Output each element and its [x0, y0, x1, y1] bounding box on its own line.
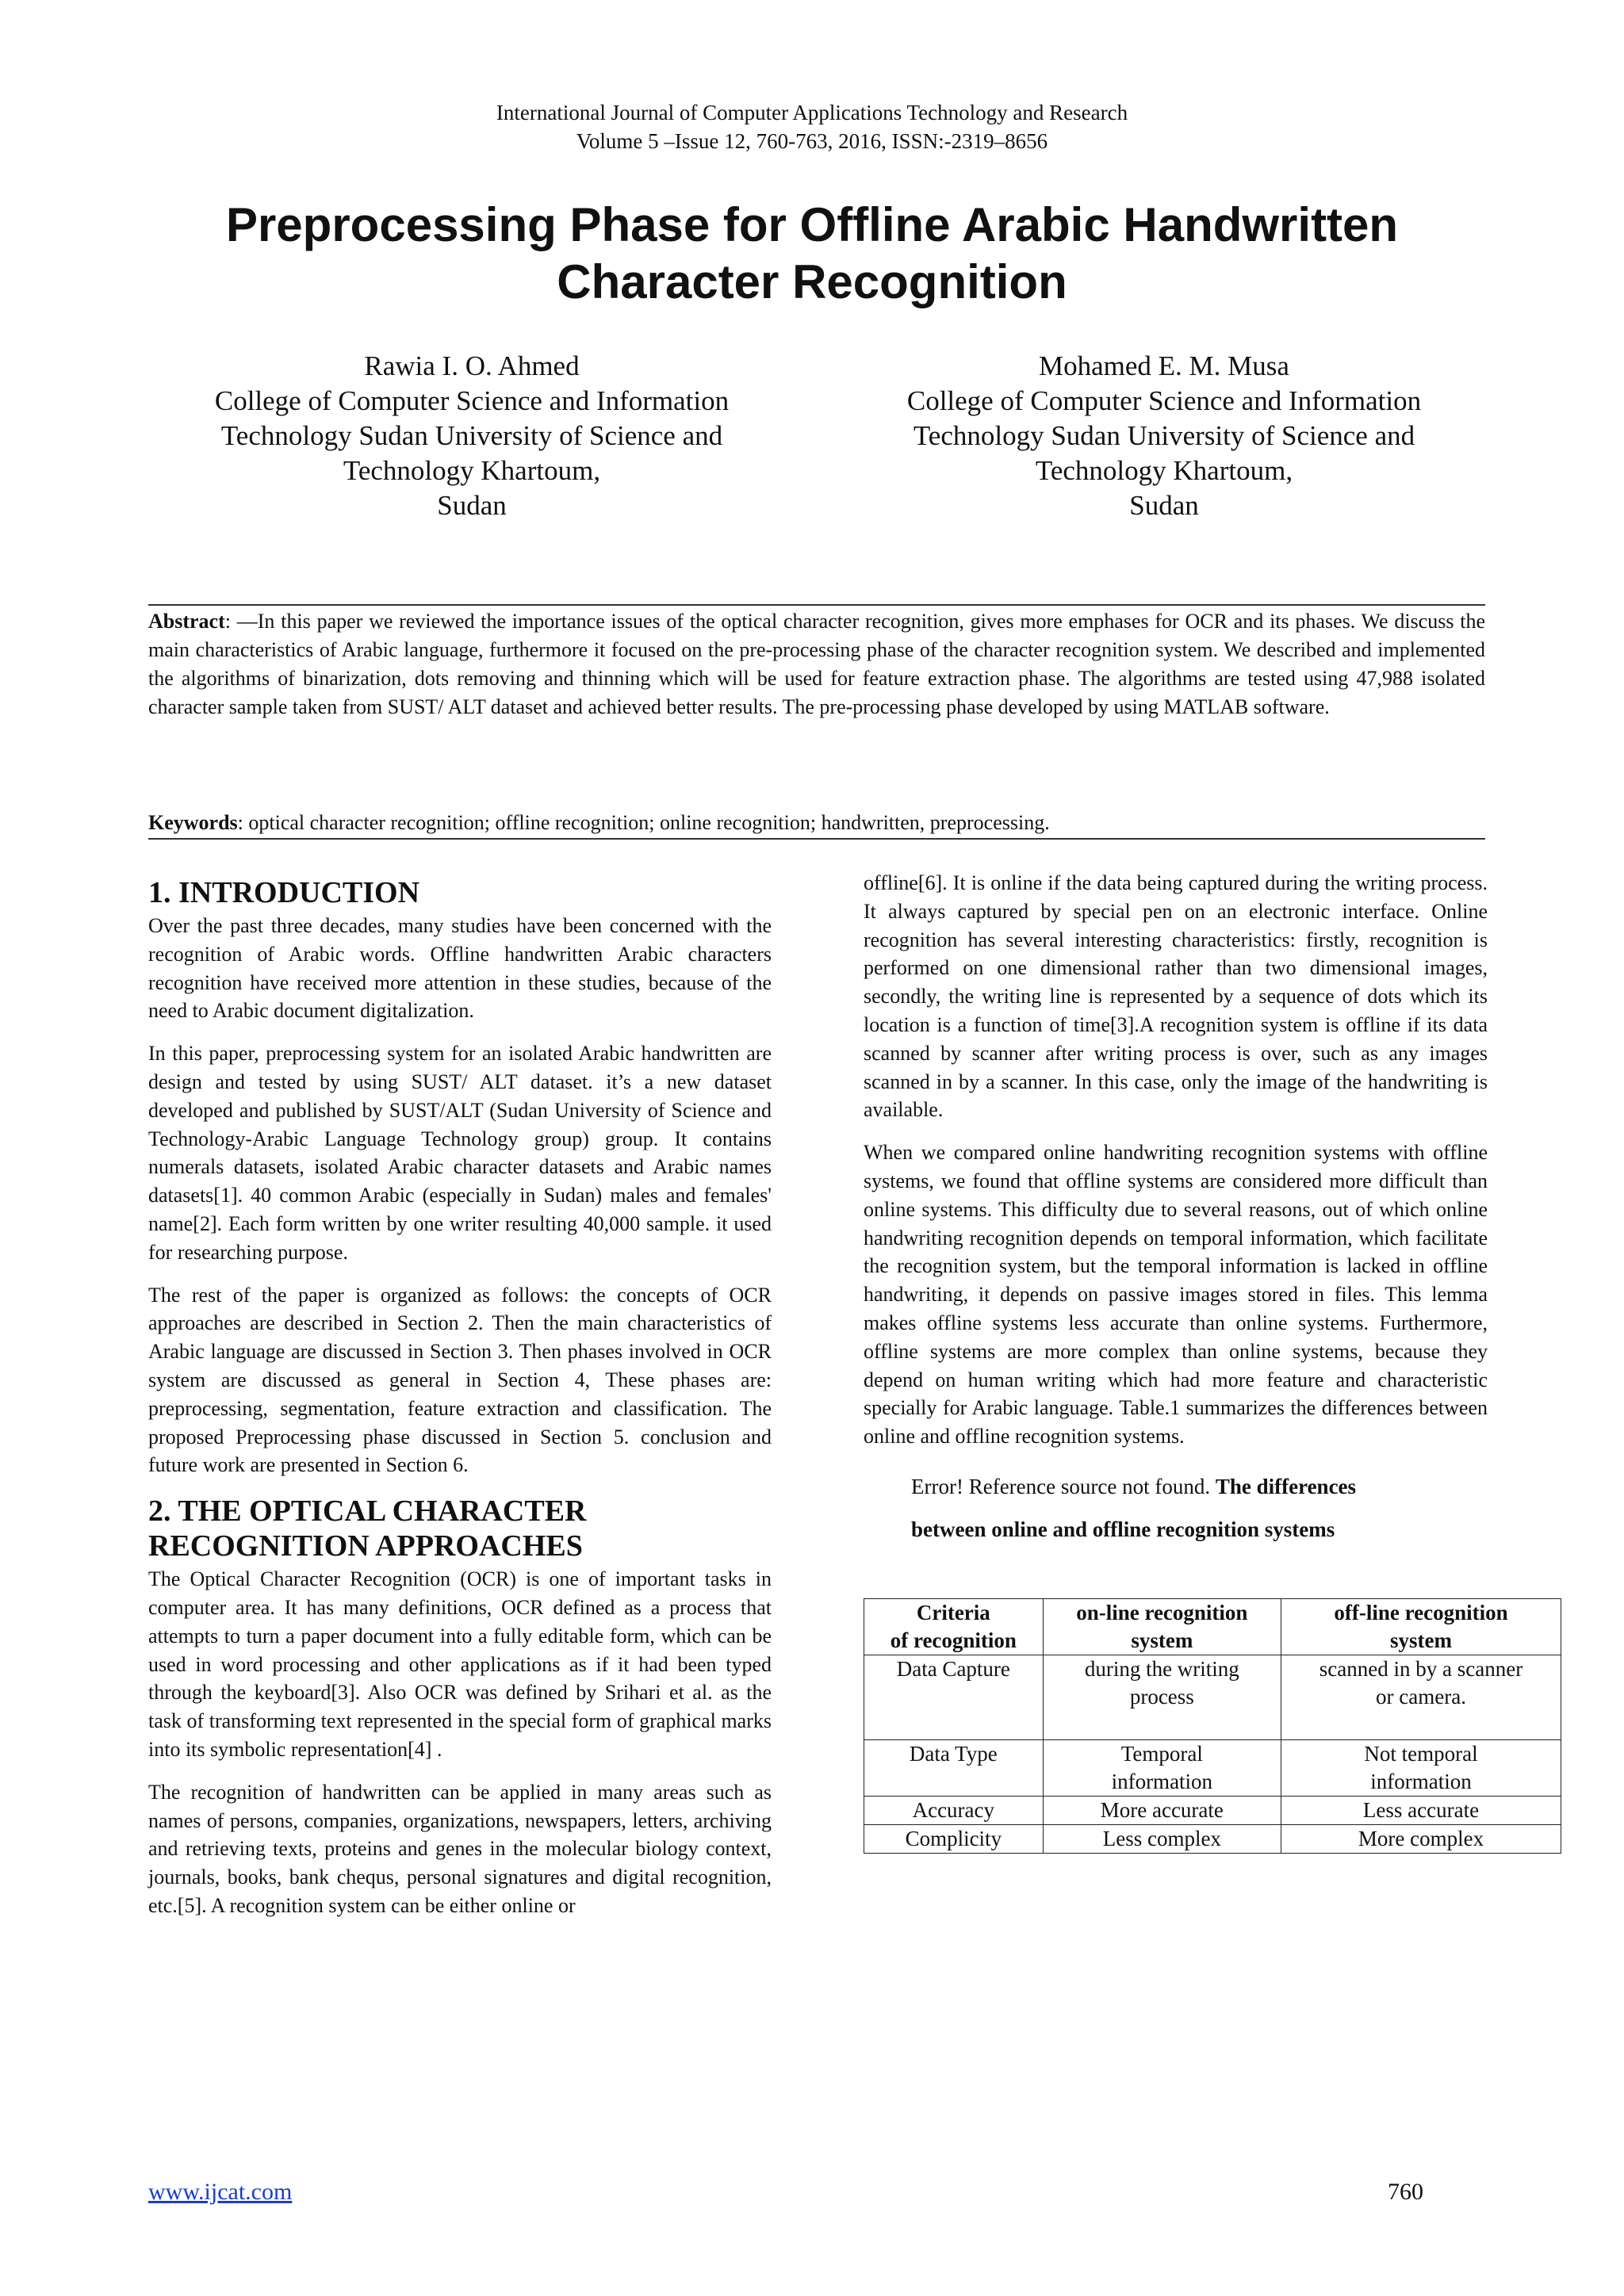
cell-line: process: [1129, 1684, 1194, 1709]
table-row: [864, 1796, 1561, 1824]
author-affiliation-line: Technology Khartoum,: [343, 455, 601, 486]
table-row: [864, 1739, 1561, 1796]
cell-line: information: [1370, 1769, 1472, 1793]
keywords-bottom-rule: [148, 838, 1485, 840]
paper-title-line-2: Character Recognition: [557, 255, 1067, 308]
cell-line: Data Capture: [896, 1656, 1010, 1681]
table-header-cell: [1281, 1598, 1561, 1655]
table-cell: [1043, 1796, 1281, 1824]
author-affiliation-line: Sudan: [1129, 490, 1199, 521]
cell-line: Not temporal: [1364, 1741, 1478, 1766]
author-name: Mohamed E. M. Musa: [1039, 350, 1289, 381]
cell-line: Temporal: [1120, 1741, 1203, 1766]
journal-volume: Volume 5 –Issue 12, 760-763, 2016, ISSN:-2319–8656: [576, 129, 1048, 153]
cell-line: Less accurate: [1362, 1797, 1480, 1822]
table-cell: [1043, 1655, 1281, 1739]
caption-bold-line-2: between online and offline recognition systems: [911, 1517, 1335, 1541]
table-header-cell: [1043, 1598, 1281, 1655]
paragraph: The recognition of handwritten can be applied in many areas such as names of persons, companies, organizations, newspapers, letters, archiving and retrieving texts, proteins and genes in the molecular biology context, journals, books, bank chequs, personal signatures and digital recognition, etc.[5]. A recognition system can be either online or: [148, 1780, 772, 1917]
table-row: [864, 1824, 1561, 1853]
cell-line: More complex: [1358, 1826, 1484, 1850]
cell-line: scanned in by a scanner: [1319, 1656, 1523, 1681]
cell-line: system: [1131, 1628, 1193, 1652]
table-header-cell: [864, 1598, 1044, 1655]
keywords: [148, 809, 1485, 837]
cell-line: off-line recognition: [1334, 1600, 1508, 1624]
cell-line: information: [1111, 1769, 1213, 1793]
paragraph: In this paper, preprocessing system for an isolated Arabic handwritten are design and tested by using SUST/ ALT dataset. it’s a new dataset developed and published by SUST/ALT (Sudan University of Science and Technology-Arabic Language Technology group) group. It contains numerals datasets, isolated Arabic character datasets and Arabic names datasets[1]. 40 common Arabic (especially in Sudan) males and females' name[2]. Each form written by one writer resulting 40,000 sample. it used for researching purpose.: [148, 1042, 772, 1264]
cell-line: Less complex: [1102, 1826, 1221, 1850]
comparison-table: [864, 1598, 1561, 1854]
paragraph: offline[6]. It is online if the data being captured during the writing process. It always captured by special pen on an electronic interface. Online recognition has several interesting characteristics: firstly, recognition is performed on one dimensional rather than two dimensional images, secondly, the writing line is represented by a sequence of dots which its location is a function of time[3].A recognition system is offline if its data scanned by scanner after writing process is over, such as any images scanned in by a scanner. In this case, only the image of the handwriting is available.: [864, 871, 1488, 1122]
abstract: [148, 607, 1485, 721]
author-affiliation-line: Technology Sudan University of Science and: [913, 420, 1415, 451]
author-affiliation-line: Technology Khartoum,: [1035, 455, 1293, 486]
cell-line: Complicity: [905, 1826, 1002, 1850]
table-cell: [1281, 1739, 1561, 1796]
abstract-label: Abstract: [148, 610, 225, 633]
author-name: Rawia I. O. Ahmed: [364, 350, 580, 381]
right-column: [864, 869, 1523, 1854]
table-cell: [864, 1655, 1044, 1739]
paper-title: [119, 197, 1505, 311]
section-2-heading-line-1: 2. THE OPTICAL CHARACTER: [148, 1494, 587, 1529]
table-cell: [1281, 1655, 1561, 1739]
table-caption: [864, 1465, 1488, 1551]
table-header-row: [864, 1598, 1561, 1655]
author-affiliation-line: College of Computer Science and Information: [906, 385, 1422, 416]
cell-line: Data Type: [909, 1741, 998, 1766]
cell-line: More accurate: [1100, 1797, 1224, 1822]
section-1-heading: 1. INTRODUCTION: [148, 876, 420, 909]
left-column: [148, 869, 772, 1934]
keywords-label: Keywords: [148, 811, 238, 834]
paper-title-line-1: Preprocessing Phase for Offline Arabic Handwritten: [225, 198, 1399, 251]
author-affiliation-line: College of Computer Science and Information: [214, 385, 730, 416]
paragraph: The Optical Character Recognition (OCR) is one of important tasks in computer area. It has many definitions, OCR defined as a process that attempts to turn a paper document into a fully editable form, which can be used in word processing and other applications as if it had been typed through the keyboard[3]. Also OCR was defined by Srihari et al. as the task of transforming text represented in the special form of graphical marks into its symbolic representation[4] .: [148, 1567, 772, 1761]
abstract-top-rule: [148, 604, 1485, 606]
table-row: [864, 1655, 1561, 1739]
abstract-text: : —In this paper we reviewed the importance issues of the optical character recognition, gives more emphases for OCR and its phases. We discuss the main characteristics of Arabic language, furthermore it focused on the pre-processing phase of the character recognition system. We described and implemented the algorithms of binarization, dots removing and thinning which will be used for feature extraction phase. The algorithms are tested using 47,988 isolated character sample taken from SUST/ ALT dataset and achieved better results. The pre-processing phase developed by using MATLAB software.: [148, 610, 1485, 718]
table-cell: [1043, 1739, 1281, 1796]
author-block-1: [186, 349, 757, 523]
table-cell: [864, 1739, 1044, 1796]
table-cell: [1281, 1796, 1561, 1824]
cell-line: of recognition: [890, 1628, 1017, 1652]
author-affiliation-line: Sudan: [437, 490, 507, 521]
cell-line: on-line recognition: [1076, 1600, 1248, 1624]
page-number: 760: [1388, 2179, 1423, 2205]
table-cell: [1043, 1824, 1281, 1853]
journal-name: International Journal of Computer Applications Technology and Research: [496, 101, 1128, 124]
keywords-text: : optical character recognition; offline recognition; online recognition; handwritten, preprocessing.: [237, 811, 1050, 834]
author-affiliation-line: Technology Sudan University of Science and: [220, 420, 723, 451]
table-cell: [1281, 1824, 1561, 1853]
caption-bold-line-1: The differences: [1215, 1474, 1357, 1498]
section-2-heading-line-2: RECOGNITION APPROACHES: [148, 1529, 583, 1563]
paragraph: Over the past three decades, many studies have been concerned with the recognition of Arabic words. Offline handwritten Arabic characters recognition have received more attention in these studies, because of the need to Arabic document digitalization.: [148, 914, 772, 1023]
paragraph: When we compared online handwriting recognition systems with offline systems, we found that offline systems are considered more difficult than online systems. This difficulty due to several reasons, out of which online handwriting recognition depends on temporal information, which facilitate the recognition system, but the temporal information is lacked in offline handwriting, it depends on passive images stored in files. This lemma makes offline systems less accurate than online systems. Furthermore, offline systems are more complex than online systems, because they depend on human writing which had more feature and characteristic specially for Arabic language. Table.1 summarizes the differences between online and offline recognition systems.: [864, 1141, 1488, 1448]
journal-header: [0, 98, 1624, 155]
cell-line: system: [1390, 1628, 1452, 1652]
table-cell: [864, 1796, 1044, 1824]
journal-website-link[interactable]: www.ijcat.com: [148, 2179, 293, 2205]
section-2-heading: [148, 1494, 772, 1563]
paragraph: The rest of the paper is organized as follows: the concepts of OCR approaches are described in Section 2. Then the main characteristics of Arabic language are discussed in Section 3. Then phases involved in OCR system are discussed as general in Section 4, These phases are: preprocessing, segmentation, feature extraction and classification. The proposed Preprocessing phase discussed in Section 5. conclusion and future work are presented in Section 6.: [148, 1283, 772, 1477]
cell-line: Accuracy: [912, 1797, 995, 1822]
caption-error-text: Error! Reference source not found.: [911, 1474, 1216, 1498]
cell-line: during the writing: [1084, 1656, 1239, 1681]
table-cell: [864, 1824, 1044, 1853]
cell-line: or camera.: [1376, 1684, 1466, 1709]
cell-line: Criteria: [916, 1600, 990, 1624]
author-block-2: [879, 349, 1450, 523]
